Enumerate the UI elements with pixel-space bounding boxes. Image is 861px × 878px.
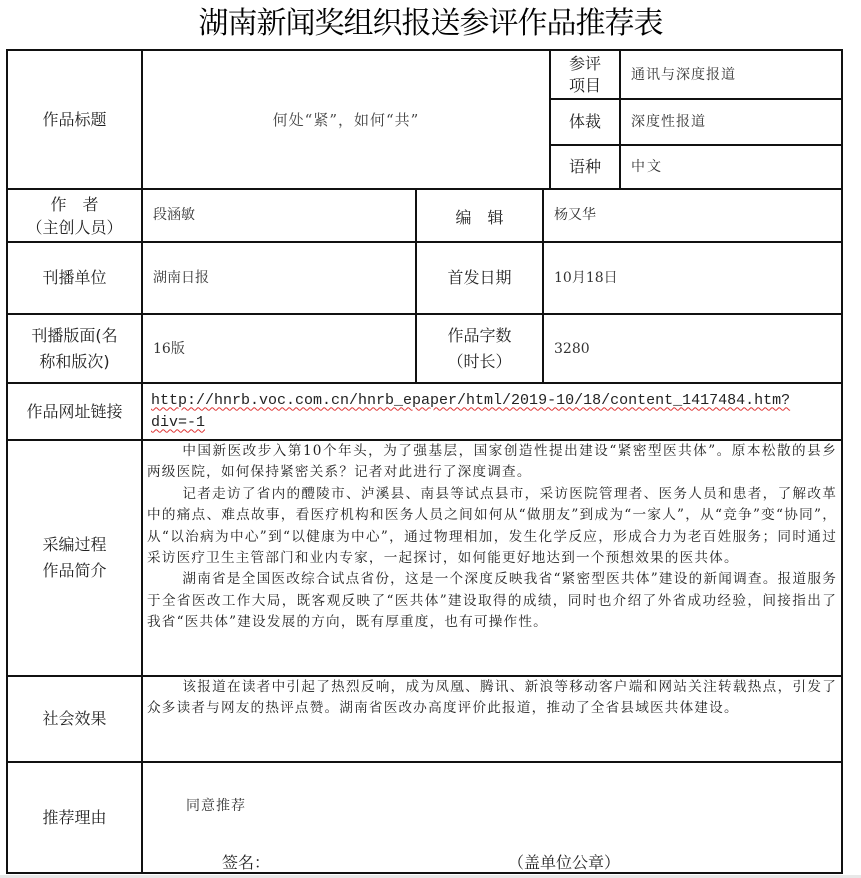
author-label-line1: 作 者 (50, 194, 99, 214)
work-url-link[interactable]: http://hnrb.voc.com.cn/hnrb_epaper/html/2019-10/18/content_1417484.htm?div=-1 (151, 391, 791, 431)
word-count-value: 3280 (554, 340, 590, 357)
author-label (8, 190, 141, 241)
summary-text (147, 441, 837, 675)
signature-label: 签名： (222, 853, 271, 872)
summary-paragraph: 记者走访了省内的醴陵市、泸溪县、南县等试点县市，采访医院管理者、医务人员和患者，了解改革中的痛点、难点故事，看医疗机构和医务人员之间如何从“做朋友”到成为“一家人”，从“竞争”变“协同”，从“以治病为中心”到“以健康为中心”，通过物理相加，发生化学反应，形成合力为老百姓服务；同时通过采访医疗卫生主管部门和业内专家，一起探讨，如何能更好地达到一个预想效果的医共体。 (147, 485, 837, 567)
language-value: 中文 (631, 159, 663, 175)
word-count-label-line2: （时长） (447, 351, 512, 371)
document-title: 湖南新闻奖组织报送参评作品推荐表 (198, 6, 663, 41)
social-effect-paragraph: 该报道在读者中引起了热烈反响，成为凤凰、腾讯、新浪等移动客户端和网站关注转载热点，引发了众多读者与网友的热评点赞。湖南省医改办高度评价此报道，推动了全省县域医共体建设。 (147, 679, 837, 717)
page-label-line1: 刊播版面(名 (31, 325, 118, 345)
summary-paragraph: 湖南省是全国医改综合试点省份，这是一个深度反映我省“紧密型医共体”建设的新闻调查。报道服务于全省医改工作大局，既客观反映了“医共体”建设取得的成绩，同时也介绍了外省成功经验，间接指出了我省“医共体”建设发展的方向，既有厚重度，也有可操作性。 (147, 571, 837, 631)
genre-label: 体裁 (568, 112, 601, 131)
page-label (8, 315, 141, 382)
genre-value: 深度性报道 (631, 114, 706, 130)
url-label: 作品网址链接 (26, 401, 123, 421)
first-date-label: 首发日期 (447, 268, 512, 287)
word-count-label-line1: 作品字数 (447, 325, 512, 345)
publisher-label: 刊播单位 (42, 268, 107, 287)
work-title-value: 何处“紧”，如何“共” (272, 110, 420, 129)
recommendation-value: 同意推荐 (186, 798, 246, 814)
publisher-value: 湖南日报 (153, 270, 209, 286)
first-date-value: 10月18日 (554, 270, 618, 286)
seal-label: （盖单位公章） (508, 853, 621, 872)
work-title-label: 作品标题 (42, 109, 107, 129)
social-effect-label: 社会效果 (42, 709, 107, 728)
word-count-label (417, 315, 542, 382)
category-value: 通讯与深度报道 (631, 66, 736, 83)
language-label: 语种 (568, 157, 601, 176)
summary-paragraph: 中国新医改步入第10个年头，为了强基层，国家创造性提出建设“紧密型医共体”。原本松散的县乡两级医院，如何保持紧密关系？记者对此进行了深度调查。 (147, 443, 837, 481)
summary-label (8, 441, 141, 675)
summary-label-line2: 作品简介 (42, 561, 107, 580)
page-label-line2: 称和版次) (39, 351, 110, 371)
category-label-line2: 项目 (568, 75, 601, 95)
author-value: 段涵敏 (153, 207, 195, 223)
editor-value: 杨又华 (554, 207, 596, 223)
editor-label: 编 辑 (455, 207, 504, 227)
recommendation-label: 推荐理由 (42, 807, 107, 827)
category-label-line1: 参评 (568, 53, 601, 73)
category-label (551, 51, 619, 98)
author-label-line2: （主创人员） (26, 217, 123, 237)
page-value: 16版 (153, 340, 185, 357)
summary-label-line1: 采编过程 (42, 535, 107, 554)
social-effect-text (147, 677, 837, 761)
